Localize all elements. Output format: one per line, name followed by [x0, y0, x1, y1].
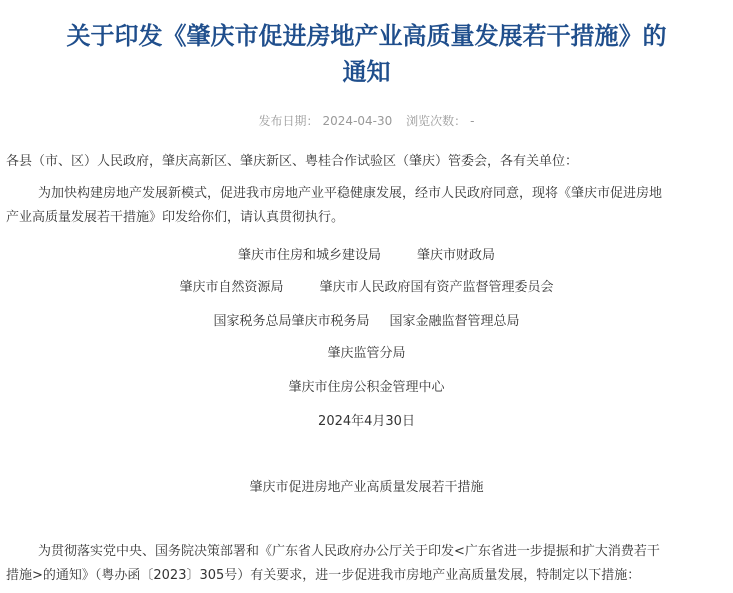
issuer-row-3	[0, 310, 733, 329]
publish-date: 2024-04-30	[322, 114, 393, 128]
issuer: 肇庆市财政局	[417, 248, 496, 263]
issuer: 肇庆市人民政府国有资产监督管理委员会	[319, 280, 554, 295]
publish-date-label: 发布日期：	[258, 114, 319, 128]
title-line-2: 通知	[342, 58, 391, 86]
issuer: 肇庆市住房和城乡建设局	[237, 248, 381, 263]
issuer-row-2	[0, 276, 733, 295]
issuer-row-4	[0, 342, 733, 361]
title-line-1: 关于印发《肇庆市促进房地产业高质量发展若干措施》的	[66, 22, 667, 50]
section-title: 肇庆市促进房地产业高质量发展若干措施	[249, 480, 484, 495]
issuer: 国家税务总局肇庆市税务局	[213, 314, 370, 329]
issue-date: 2024年4月30日	[318, 414, 415, 429]
views-count: -	[470, 114, 475, 128]
issuer: 肇庆市自然资源局	[179, 280, 284, 295]
body-paragraph-2-line-2: 措施>的通知》（粤办函〔2023〕305号）有关要求，进一步促进我市房地产业高质量发展，特制定以下措施：	[6, 568, 641, 583]
issuer: 肇庆市住房公积金管理中心	[288, 380, 445, 395]
issuer-row-1	[0, 244, 733, 263]
body-paragraph-1-line-2: 产业高质量发展若干措施》印发给你们，请认真贯彻执行。	[6, 210, 345, 225]
views-label: 浏览次数：	[406, 114, 467, 128]
salutation: 各县（市、区）人民政府，肇庆高新区、肇庆新区、粤桂合作试验区（肇庆）管委会，各有关单位：	[6, 154, 579, 169]
issuer-row-5	[0, 376, 733, 395]
issuer: 肇庆监管分局	[327, 346, 406, 361]
body-paragraph-2-line-1: 为贯彻落实党中央、国务院决策部署和《广东省人民政府办公厅关于印发<广东省进一步提振和扩大消费若干	[38, 544, 660, 559]
issuer: 国家金融监督管理总局	[389, 314, 520, 329]
page-title	[0, 18, 733, 90]
article-meta	[0, 112, 733, 129]
body-paragraph-1-line-1: 为加快构建房地产发展新模式，促进我市房地产业平稳健康发展，经市人民政府同意，现将《肇庆市促进房地	[38, 186, 663, 201]
